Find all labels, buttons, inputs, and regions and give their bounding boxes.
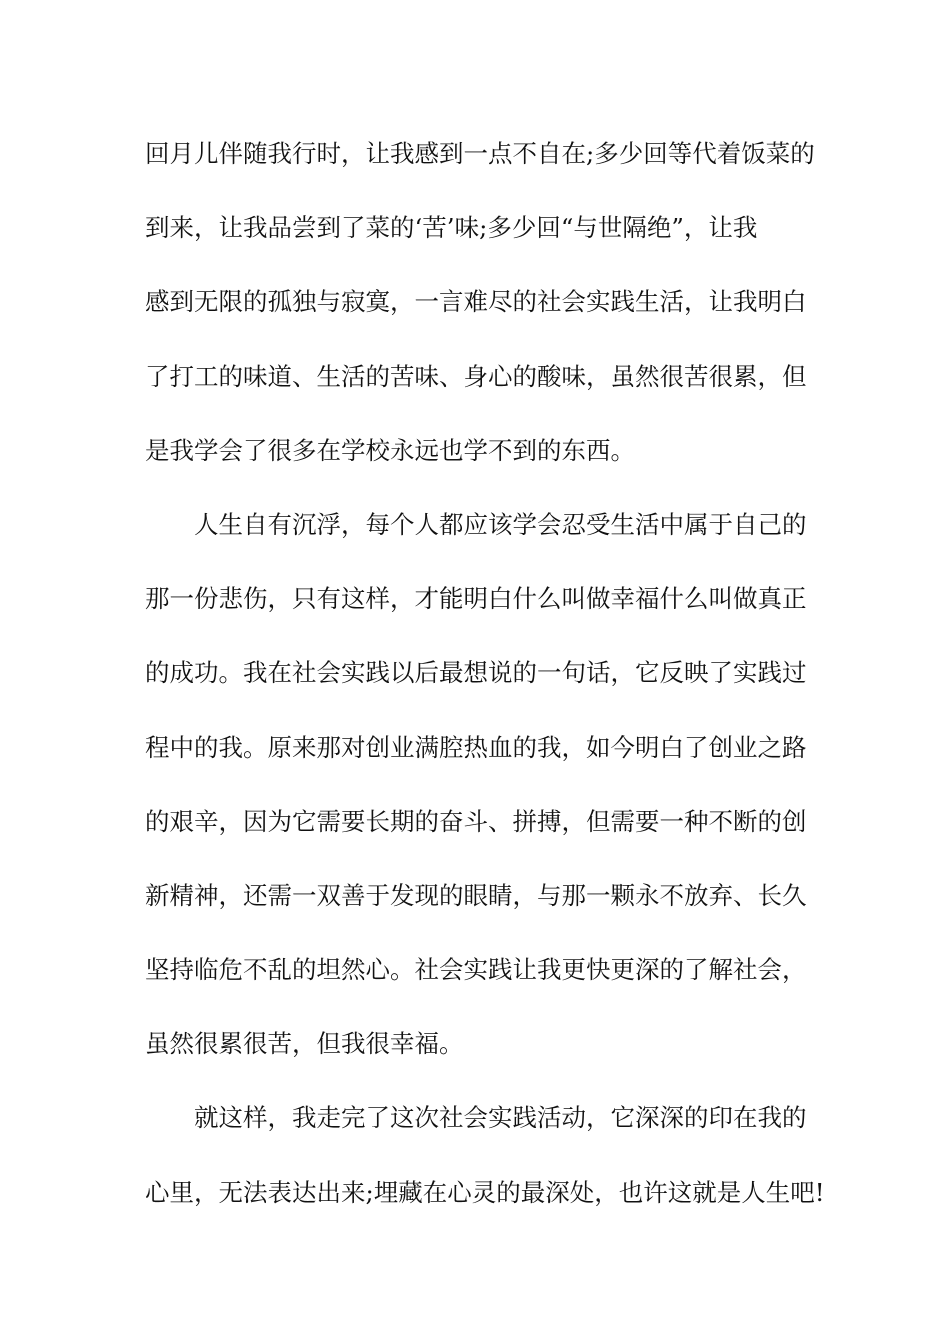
text-line: 程中的我。原来那对创业满腔热血的我，如今明白了创业之路 xyxy=(145,732,807,762)
text-line: 到来，让我品尝到了菜的‘苦’味;多少回“与世隔绝”，让我 xyxy=(145,213,758,243)
text-line: 人生自有沉浮，每个人都应该学会忍受生活中属于自己的 xyxy=(194,509,807,539)
text-line: 虽然很累很苦，但我很幸福。 xyxy=(145,1029,464,1059)
text-line: 了打工的味道、生活的苦味、身心的酸味，虽然很苦很累，但 xyxy=(145,361,807,391)
text-line: 那一份悲伤，只有这样，才能明白什么叫做幸福什么叫做真正 xyxy=(145,584,807,614)
text-line: 的艰辛，因为它需要长期的奋斗、拼搏，但需要一种不断的创 xyxy=(145,806,807,836)
paragraph-2 xyxy=(145,501,810,1095)
text-line: 是我学会了很多在学校永远也学不到的东西。 xyxy=(145,435,635,465)
text-line: 回月儿伴随我行时，让我感到一点不自在;多少回等代着饭菜的 xyxy=(145,139,815,168)
text-line: 的成功。我在社会实践以后最想说的一句话，它反映了实践过 xyxy=(145,658,807,688)
body-text xyxy=(145,130,825,1243)
text-line: 感到无限的孤独与寂寞，一言难尽的社会实践生活，让我明白 xyxy=(145,287,807,317)
text-line: 心里，无法表达出来;埋藏在心灵的最深处，也许这就是人生吧! xyxy=(145,1177,825,1207)
text-line: 新精神，还需一双善于发现的眼睛，与那一颗永不放弃、长久 xyxy=(145,880,807,910)
text-line: 坚持临危不乱的坦然心。社会实践让我更快更深的了解社会， xyxy=(145,955,807,985)
paragraph-3 xyxy=(145,1094,825,1242)
paragraph-1 xyxy=(145,130,815,501)
text-line: 就这样，我走完了这次社会实践活动，它深深的印在我的 xyxy=(194,1103,807,1133)
